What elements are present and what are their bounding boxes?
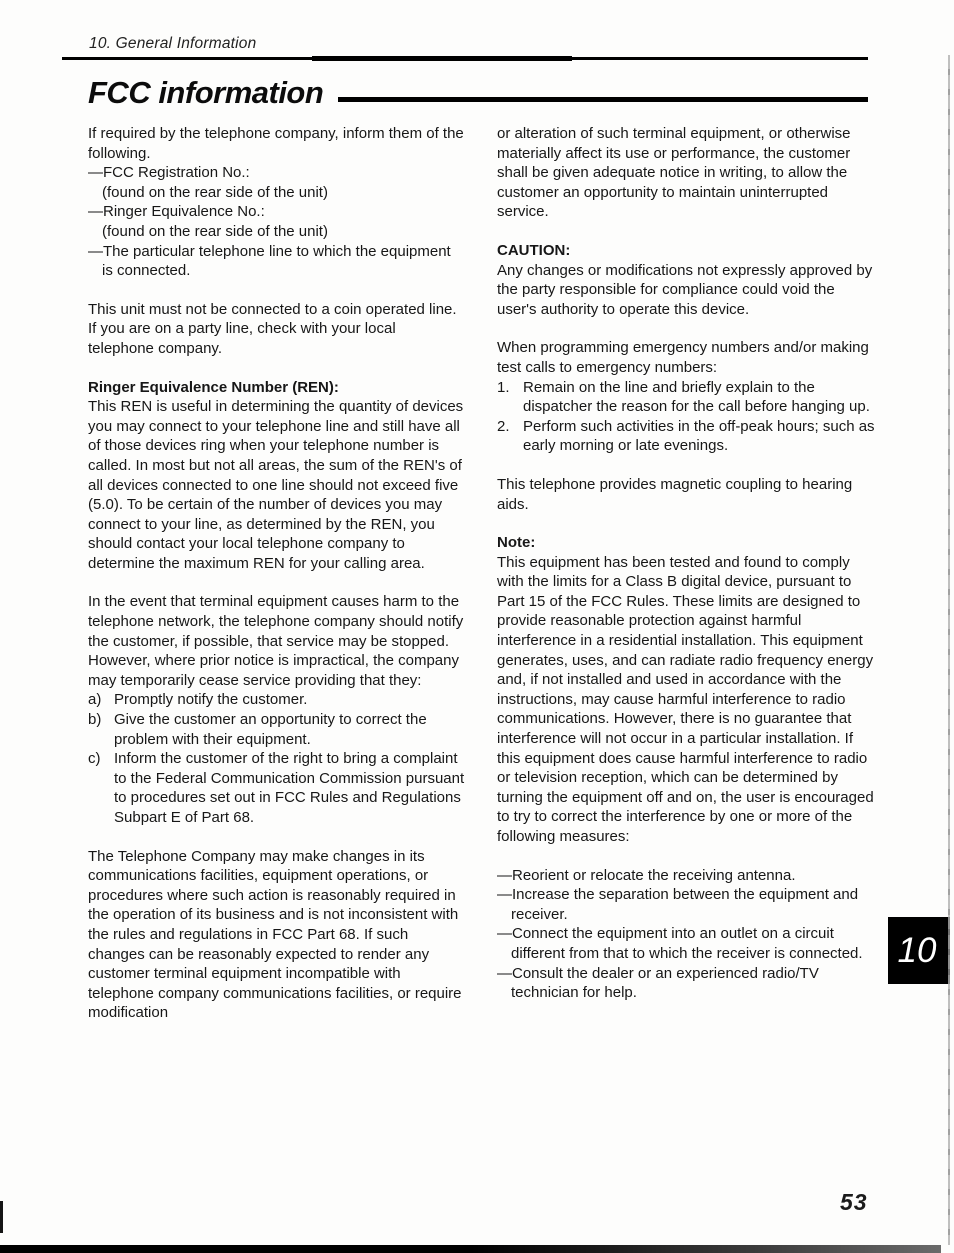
list-item-text: Inform the customer of the right to bring a complaint to the Federal Communication Commission pursuant to procedures set out in FCC Rules and Regulations Subpart E of Part 68. [114,750,465,826]
paragraph: This unit must not be connected to a coin operated line. If you are on a party line, check with your local telephone company. [88,300,457,357]
list-item-label: b) [88,711,102,729]
dash-list-item: —FCC Registration No.: [88,164,250,182]
list-item-text: Perform such activities in the off-peak hours; such as early morning or late evenings. [523,417,875,455]
dash-list-item: —The particular telephone line to which the equipment is connected. [88,242,451,280]
emergency-section [497,338,878,456]
list-item-text: Remain on the line and briefly explain to the dispatcher the reason for the call before hanging up. [523,378,870,416]
list-item-label: a) [88,691,102,709]
paragraph-block [497,124,878,222]
ren-section [88,378,465,574]
page-number: 53 [840,1189,868,1215]
scan-edge-line [948,55,950,1245]
paragraph-block [88,300,465,359]
list-item-label: c) [88,750,101,768]
column-right [497,124,878,1022]
paragraph: The Telephone Company may make changes in its communications facilities, equipment operations, or procedures where such action is reasonably required in the operation of its business and is not inconsistent with the rules and regulations in FCC Part 68. If such changes can be reasonably expected to render any customer terminal equipment incompatible with telephone company communications facilities, or require modification [88,847,462,1022]
paragraph: In the event that terminal equipment causes harm to the telephone network, the telephone company should notify the customer, if possible, that service may be stopped. However, where prior notice is impractical, the company may temporarily cease service providing that they: [88,593,464,689]
dash-list-item: —Ringer Equivalence No.: [88,203,265,221]
paragraph: When programming emergency numbers and/or making test calls to emergency numbers: [497,339,869,376]
paragraph: This equipment has been tested and found to comply with the limits for a Class B digital device, pursuant to Part 15 of the FCC Rules. These limits are designed to provide reasonable protection against harmful interference in a residential installation. This equipment generates, uses, and can radiate radio frequency energy and, if not installed and used in accordance with the instructions, may cause harmful interference to radio communications. However, there is no guarantee that interference will not occur in a particular installation. If this equipment does cause harmful interference to radio or television reception, which can be determined by turning the equipment off and on, the user is encouraged to try to correct the interference by one or more of the following measures: [497,553,874,845]
list-item [497,417,878,456]
list-item-text: Give the customer an opportunity to correct the problem with their equipment. [114,711,427,748]
header-rule [62,57,868,60]
section-heading: Ringer Equivalence Number (REN): [88,378,339,396]
paragraph-block [497,475,878,514]
paragraph: If required by the telephone company, inform them of the following. [88,125,464,162]
running-header: 10. General Information [89,35,257,52]
chapter-tab: 10 [888,917,950,984]
note-section [497,533,878,847]
list-item [88,749,465,827]
list-item-label: 1. [497,378,510,396]
section-heading: Note: [497,534,536,552]
scan-edge-mark [0,1201,3,1233]
dash-list-item: —Reorient or relocate the receiving antenna. [497,866,796,884]
list-item-text: Promptly notify the customer. [114,691,308,709]
paragraph: or alteration of such terminal equipment, or otherwise materially affect its use or performance, the customer shall be given adequate notice in writing, to allow the customer an opportunity to maintain uninterrupted service. [497,125,851,221]
section-heading: CAUTION: [497,241,571,259]
bottom-bar [0,1245,941,1253]
paragraph: Any changes or modifications not expressly approved by the party responsible for compliance could void the user's authority to operate this device. [497,261,873,318]
list-item [88,710,465,749]
page-title: FCC information [88,75,324,110]
dash-list-item: —Connect the equipment into an outlet on a circuit different from that to which the receiver is connected. [497,925,863,962]
dash-list-item: —Consult the dealer or an experienced radio/TV technician for help. [497,964,819,1002]
intro-block [88,124,465,281]
caution-section [497,241,878,319]
column-left [88,124,465,1042]
list-item [497,378,878,417]
paragraph: This telephone provides magnetic coupling to hearing aids. [497,475,853,513]
paragraph: This REN is useful in determining the quantity of devices you may connect to your telephone line and still have all of those devices ring when your telephone number is called. In most but not all areas, the sum of the REN's of all devices connected to one line should not exceed five (5.0). To be certain of the number of devices you may connect to your line, as determined by the REN, you should contact your local telephone company to determine the maximum REN for your calling area. [88,398,464,572]
dash-list-subline: (found on the rear side of the unit) [102,222,328,240]
dash-list-item: —Increase the separation between the equipment and receiver. [497,886,859,923]
list-item-label: 2. [497,417,510,435]
dash-list-subline: (found on the rear side of the unit) [102,183,328,201]
title-row [88,76,868,110]
changes-section [88,847,465,1023]
harm-section [88,592,465,827]
list-item [88,690,465,710]
measures-list [497,866,878,1003]
title-rule [338,97,868,102]
